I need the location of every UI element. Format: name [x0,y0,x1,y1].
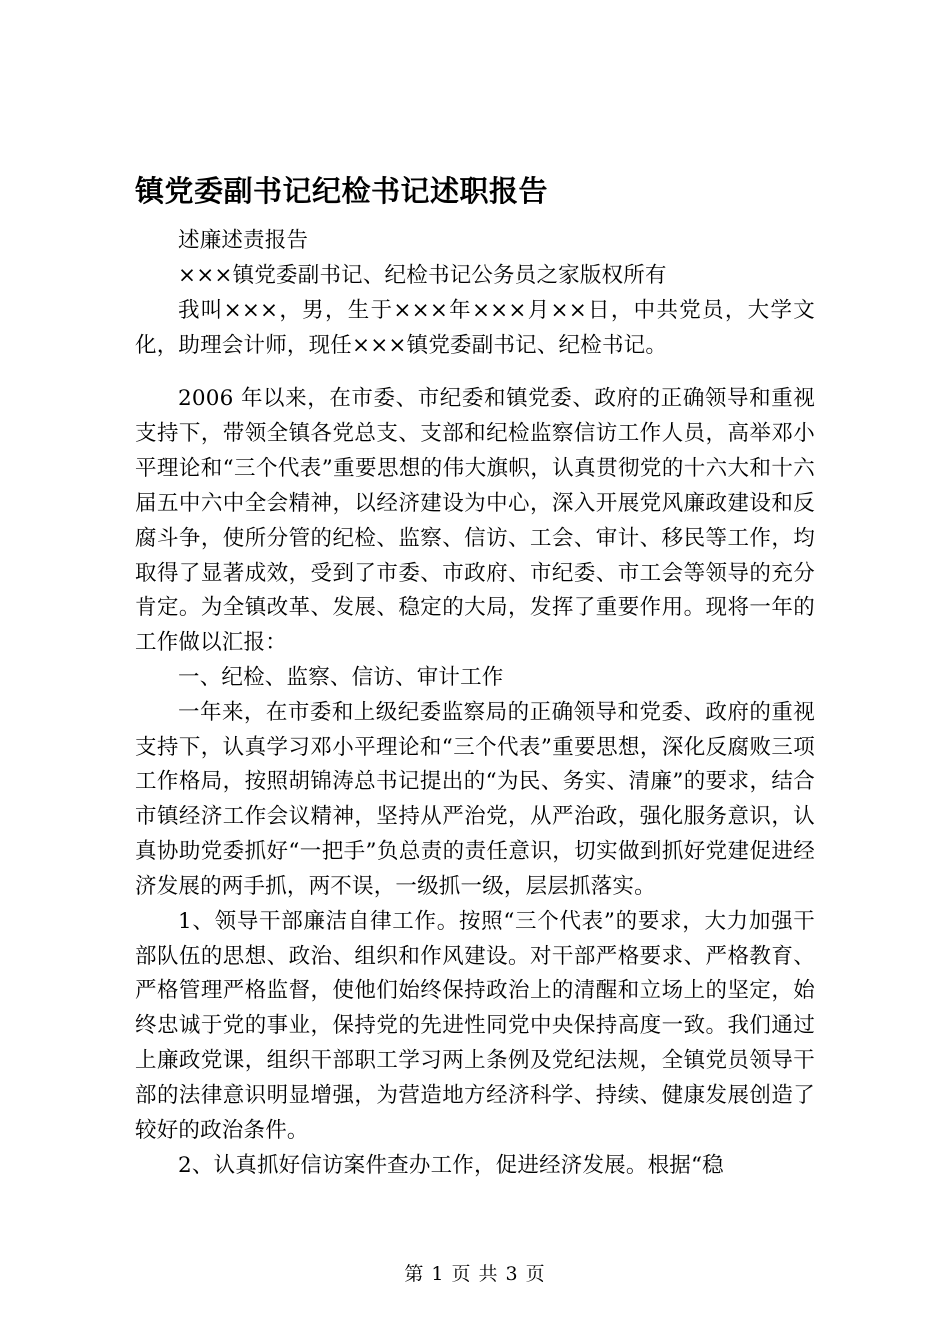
page-title: 镇党委副书记纪检书记述职报告 [135,174,549,208]
paragraph-3: 1、领导干部廉洁自律工作。按照“三个代表”的要求，大力加强干部队伍的思想、政治、组织和作风建设。对干部严格要求、严格教育、严格管理严格监督，使他们始终保持政治上的清醒和立场上的坚定，始终忠诚于党的事业，保持党的先进性同党中央保持高度一致。我们通过上廉政党课，组织干部职工学习两上条例及党纪法规，全镇党员领导干部的法律意识明显增强，为营造地方经济科学、持续、健康发展创造了较好的政治条件。 [135,908,815,1143]
page-footer: 第 1 页 共 3 页 [404,1263,546,1285]
section-heading-1: 一、纪检、监察、信访、审计工作 [178,664,504,690]
header-line-2: ×××镇党委副书记、纪检书记公务员之家版权所有 [178,262,667,288]
paragraph-2: 一年来，在市委和上级纪委监察局的正确领导和党委、政府的重视支持下，认真学习邓小平理论和“三个代表”重要思想，深化反腐败三项工作格局，按照胡锦涛总书记提出的“为民、务实、清廉”的要求，结合市镇经济工作会议精神，坚持从严治党，从严治政，强化服务意识，认真协助党委抓好“一把手”负总责的责任意识，切实做到抓好党建促进经济发展的两手抓，两不误，一级抓一级，层层抓落实。 [135,699,815,899]
intro-paragraph: 我叫×××，男，生于×××年×××月××日，中共党员，大学文化，助理会计师，现任×××镇党委副书记、纪检书记。 [135,297,815,358]
paragraph-4: 2、认真抓好信访案件查办工作，促进经济发展。根据“稳 [178,1152,724,1178]
document-body [135,170,815,1183]
paragraph-1: 2006 年以来，在市委、市纪委和镇党委、政府的正确领导和重视支持下，带领全镇各党总支、支部和纪检监察信访工作人员，高举邓小平理论和“三个代表”重要思想的伟大旗帜，认真贯彻党的十六大和十六届五中六中全会精神，以经济建设为中心，深入开展党风廉政建设和反腐斗争，使所分管的纪检、监察、信访、工会、审计、移民等工作，均取得了显著成效，受到了市委、市政府、市纪委、市工会等领导的充分肯定。为全镇改革、发展、稳定的大局，发挥了重要作用。现将一年的工作做以汇报： [135,386,815,656]
header-line-1: 述廉述责报告 [178,228,309,254]
